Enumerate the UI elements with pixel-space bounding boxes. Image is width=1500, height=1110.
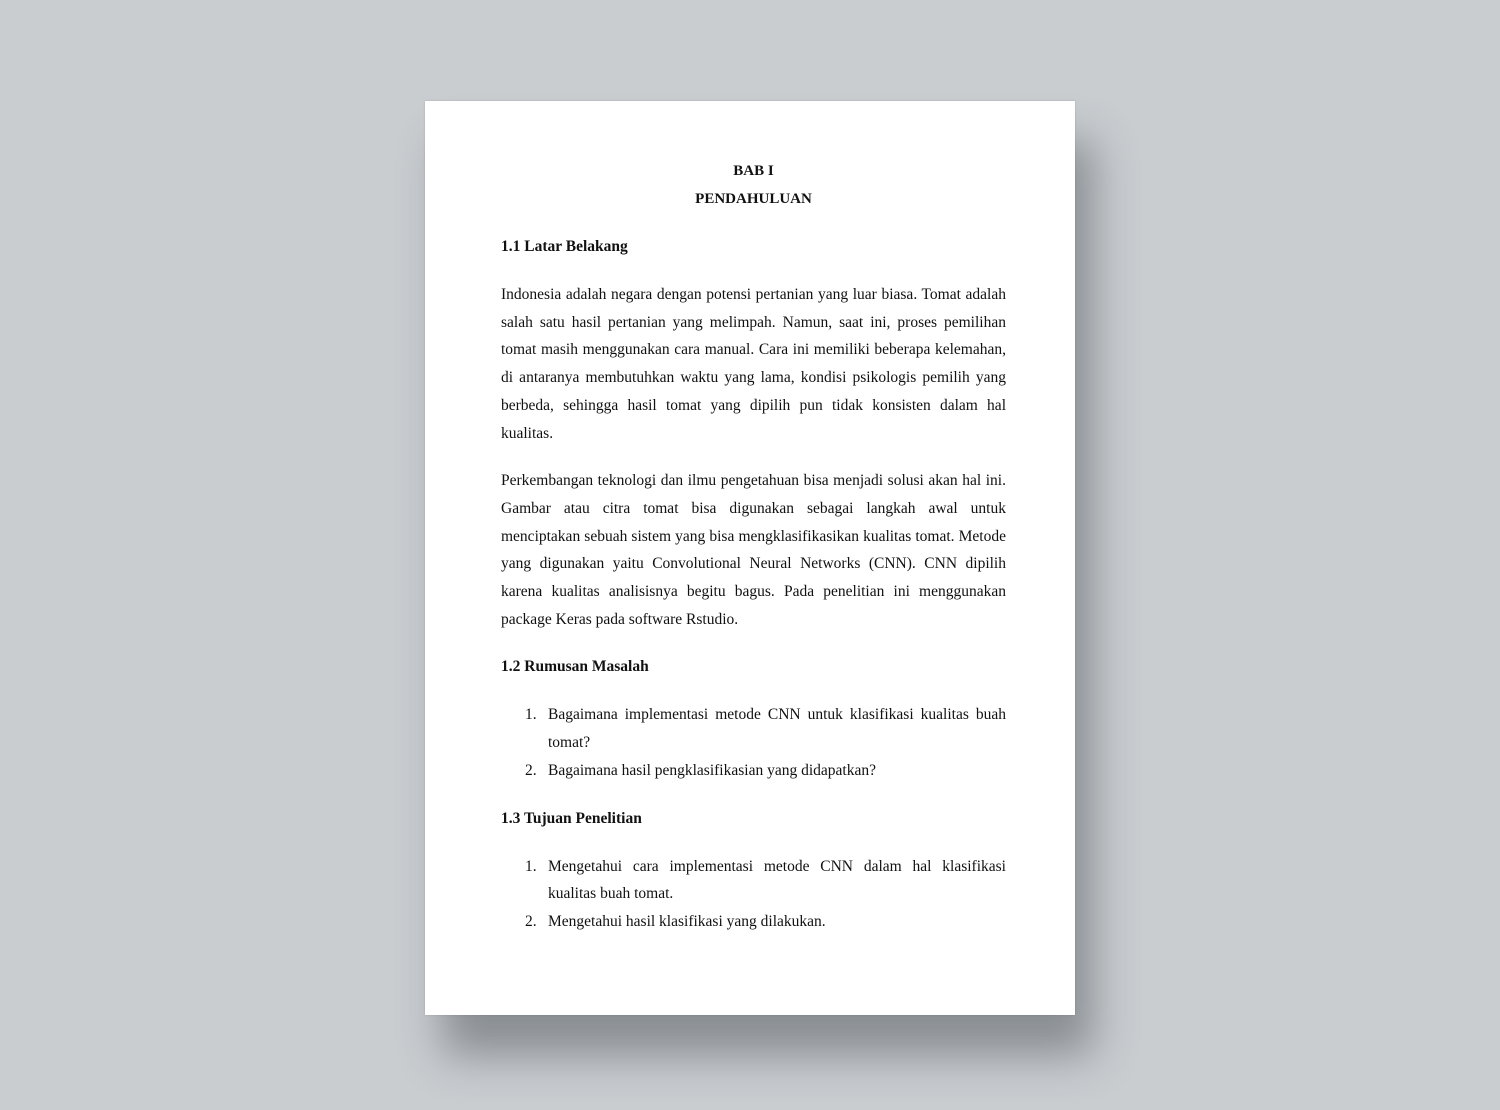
list-item xyxy=(501,853,1006,908)
numbered-list-rumusan-masalah xyxy=(501,701,1006,784)
paragraph: Indonesia adalah negara dengan potensi pertanian yang luar biasa. Tomat adalah salah satu hasil pertanian yang melimpah. Namun, saat ini, proses pemilihan tomat masih menggunakan cara manual. Cara ini memiliki beberapa kelemahan, di antaranya membutuhkan waktu yang lama, kondisi psikologis pemilih yang berbeda, sehingga hasil tomat yang dipilih pun tidak konsisten dalam hal kualitas. xyxy=(501,286,1006,442)
list-item-number: 2. xyxy=(525,761,537,779)
list-item-text: Bagaimana hasil pengklasifikasian yang didapatkan? xyxy=(548,761,876,779)
list-item-text: Mengetahui hasil klasifikasi yang dilakukan. xyxy=(548,912,826,930)
section-heading-rumusan-masalah: 1.2 Rumusan Masalah xyxy=(501,658,649,676)
section-heading-tujuan-penelitian: 1.3 Tujuan Penelitian xyxy=(501,809,642,827)
chapter-title: PENDAHULUAN xyxy=(695,191,812,207)
paragraph: Perkembangan teknologi dan ilmu pengetahuan bisa menjadi solusi akan hal ini. Gambar atau citra tomat bisa digunakan sebagai langkah awal untuk menciptakan sebuah sistem yang bisa mengklasifikasikan kualitas tomat. Metode yang digunakan yaitu Convolutional Neural Networks (CNN). CNN dipilih karena kualitas analisisnya begitu bagus. Pada penelitian ini menggunakan package Keras pada software Rstudio. xyxy=(501,472,1006,628)
list-item xyxy=(501,701,1006,756)
list-item xyxy=(501,908,1006,936)
document-page xyxy=(425,101,1075,1015)
section-heading-latar-belakang: 1.1 Latar Belakang xyxy=(501,238,628,255)
list-item-number: 1. xyxy=(525,706,537,724)
list-item-text: Mengetahui cara implementasi metode CNN dalam hal klasifikasi kualitas buah tomat. xyxy=(548,857,1006,903)
chapter-number: BAB I xyxy=(733,163,774,179)
list-item xyxy=(501,757,1006,785)
list-item-number: 2. xyxy=(525,912,537,930)
list-item-number: 1. xyxy=(525,857,537,875)
numbered-list-tujuan-penelitian xyxy=(501,853,1006,936)
list-item-text: Bagaimana implementasi metode CNN untuk klasifikasi kualitas buah tomat? xyxy=(548,706,1006,752)
